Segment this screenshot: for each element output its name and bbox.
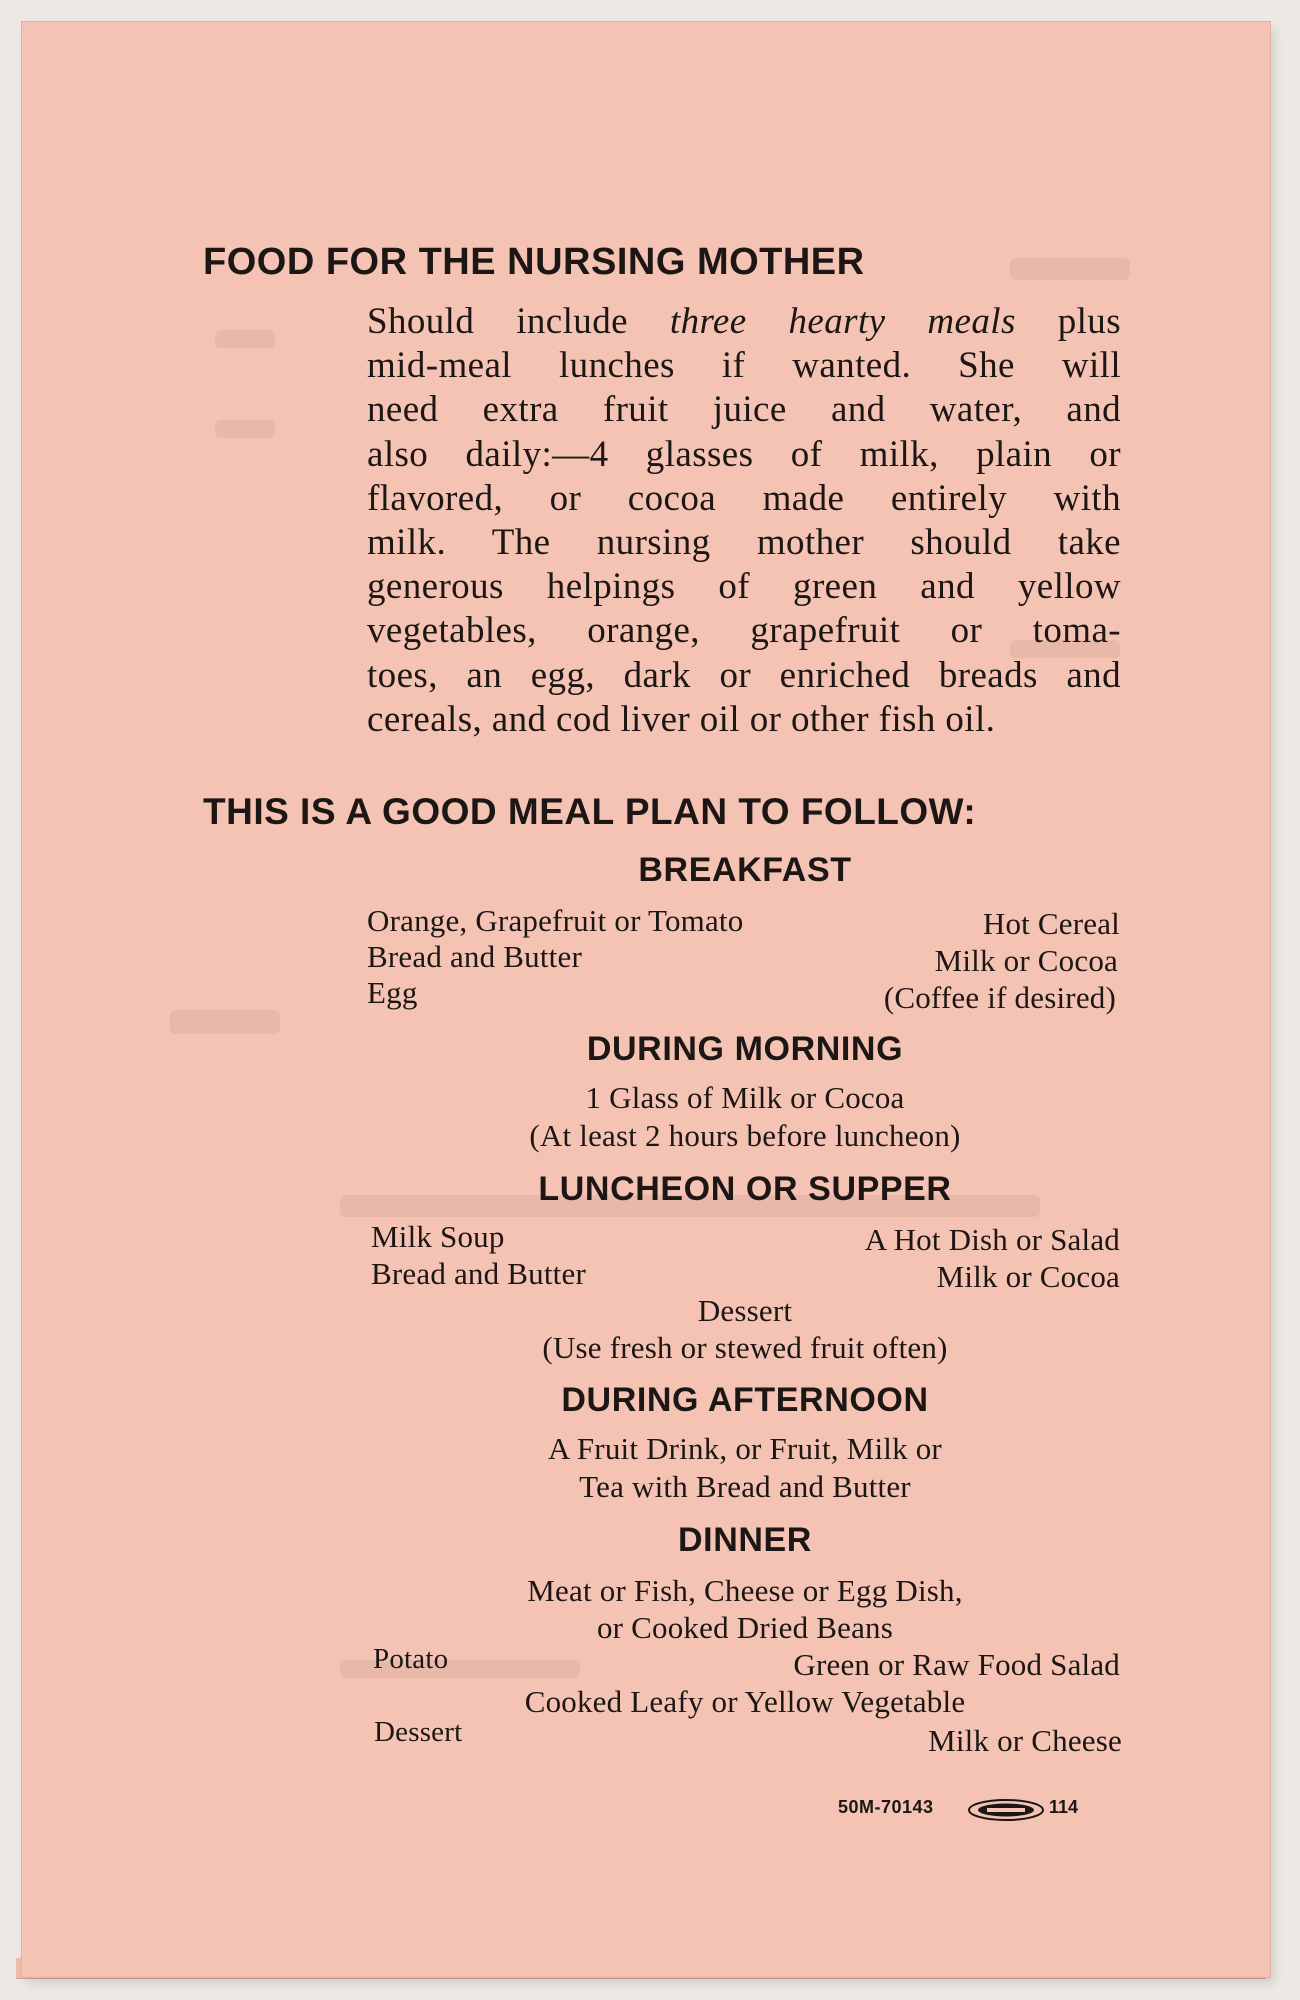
nursing-line-1: Should include three hearty meals plus: [367, 301, 1121, 342]
nursing-line-8: vegetables, orange, grapefruit or toma-: [367, 610, 1121, 652]
breakfast-right-3: (Coffee if desired): [883, 980, 1116, 1015]
dinner-right-2: Milk or Cheese: [928, 1723, 1122, 1758]
footer-code: 50M-70143: [838, 1797, 934, 1817]
footer-number: 114: [1049, 1797, 1079, 1817]
luncheon-left-2: Bread and Butter: [371, 1256, 586, 1291]
nursing-line-10: cereals, and cod liver oil or other fish oil.: [367, 698, 996, 740]
union-label-icon: [967, 1797, 1045, 1823]
nursing-line-5: flavored, or cocoa made entirely with: [367, 477, 1121, 519]
nursing-line-6: milk. The nursing mother should take: [367, 522, 1121, 564]
dinner-left-2: Dessert: [374, 1716, 463, 1748]
breakfast-left-3: Egg: [367, 975, 418, 1010]
morning-title: DURING MORNING: [586, 1030, 904, 1068]
nursing-line-9: toes, an egg, dark or enriched breads and: [367, 654, 1121, 696]
nursing-line-7: generous helpings of green and yellow: [367, 566, 1121, 608]
dinner-center-3: Cooked Leafy or Yellow Vegetable: [524, 1684, 966, 1719]
luncheon-left-1: Milk Soup: [371, 1219, 505, 1254]
dinner-title: DINNER: [678, 1521, 812, 1559]
dinner-center-2: or Cooked Dried Beans: [596, 1610, 894, 1645]
breakfast-title: BREAKFAST: [638, 851, 852, 889]
morning-line-2: (At least 2 hours before luncheon): [529, 1118, 961, 1153]
dinner-left-1: Potato: [373, 1643, 449, 1675]
afternoon-title: DURING AFTERNOON: [561, 1381, 929, 1419]
luncheon-right-1: A Hot Dish or Salad: [864, 1222, 1120, 1257]
breakfast-right-2: Milk or Cocoa: [934, 943, 1118, 978]
luncheon-center-2: (Use fresh or stewed fruit often): [542, 1330, 948, 1365]
nursing-title: FOOD FOR THE NURSING MOTHER: [203, 241, 865, 283]
morning-line-1: 1 Glass of Milk or Cocoa: [585, 1080, 905, 1115]
nursing-line-2: mid-meal lunches if wanted. She will: [367, 345, 1121, 387]
breakfast-left-2: Bread and Butter: [367, 939, 582, 974]
breakfast-right-1: Hot Cereal: [982, 906, 1120, 941]
dinner-center-1: Meat or Fish, Cheese or Egg Dish,: [527, 1573, 963, 1608]
luncheon-title: LUNCHEON OR SUPPER: [538, 1170, 952, 1208]
afternoon-line-1: A Fruit Drink, or Fruit, Milk or: [548, 1431, 942, 1466]
luncheon-right-2: Milk or Cocoa: [936, 1259, 1120, 1294]
nursing-paragraph: [367, 300, 1121, 742]
nursing-line-3: need extra fruit juice and water, and: [367, 389, 1121, 431]
luncheon-center-1: Dessert: [697, 1293, 793, 1328]
nursing-emphasis: three hearty meals: [669, 301, 1016, 342]
plan-title: THIS IS A GOOD MEAL PLAN TO FOLLOW:: [203, 791, 977, 832]
breakfast-left-1: Orange, Grapefruit or Tomato: [367, 903, 744, 938]
afternoon-line-2: Tea with Bread and Butter: [579, 1469, 911, 1504]
dinner-right-1: Green or Raw Food Salad: [793, 1647, 1120, 1682]
nursing-line-4: also daily:—4 glasses of milk, plain or: [367, 433, 1121, 475]
